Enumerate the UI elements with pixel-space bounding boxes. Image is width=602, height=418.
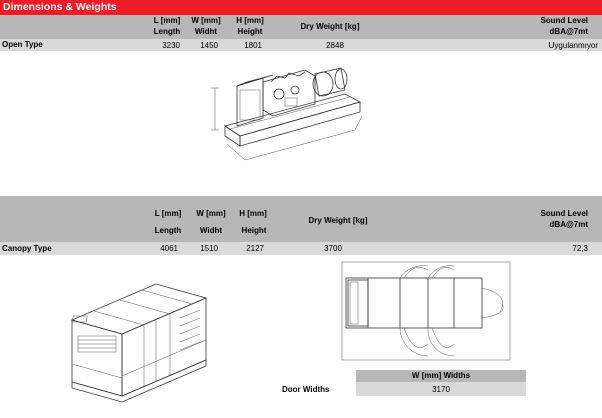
canopy-width-unit: W [mm] bbox=[196, 209, 226, 218]
open-type-label: Open Type bbox=[2, 40, 43, 49]
canopy-sound-value: 72,3 bbox=[572, 244, 588, 253]
open-length-unit: L [mm] bbox=[153, 16, 181, 25]
canopy-length-unit: L [mm] bbox=[154, 209, 182, 218]
open-height-value: 1801 bbox=[244, 41, 262, 50]
open-width-value: 1450 bbox=[200, 41, 218, 50]
open-weight-value: 2848 bbox=[326, 41, 344, 50]
open-length-value: 3230 bbox=[162, 41, 180, 50]
canopy-sound-header-1: Sound Level bbox=[540, 209, 588, 218]
canopy-dry-weight-header: Dry Weight [kg] bbox=[308, 216, 368, 225]
canopy-generator-drawing bbox=[60, 278, 220, 408]
canopy-type-row bbox=[0, 242, 602, 255]
canopy-length-name: Length bbox=[154, 226, 182, 235]
open-sound-value: Uygulanmıyor bbox=[548, 41, 598, 50]
section-title: Dimensions & Weights bbox=[3, 1, 117, 13]
door-widths-value: 3170 bbox=[432, 385, 450, 394]
canopy-width-value: 1510 bbox=[200, 244, 218, 253]
canopy-height-name: Height bbox=[241, 226, 267, 235]
canopy-length-value: 4061 bbox=[160, 244, 178, 253]
open-type-row bbox=[0, 39, 602, 51]
canopy-height-value: 2127 bbox=[246, 244, 264, 253]
canopy-top-view-drawing bbox=[340, 260, 525, 365]
open-generator-drawing bbox=[205, 60, 365, 180]
canopy-type-label: Canopy Type bbox=[2, 244, 52, 253]
open-width-name: Widht bbox=[194, 27, 218, 36]
open-sound-header-2: dBA@7mt bbox=[549, 27, 588, 36]
section-title-bar bbox=[0, 0, 602, 15]
open-width-unit: W [mm] bbox=[191, 16, 221, 25]
canopy-height-unit: H [mm] bbox=[239, 209, 267, 218]
canopy-sound-header-2: dBA@7mt bbox=[549, 220, 588, 229]
open-height-name: Height bbox=[237, 27, 263, 36]
canopy-width-name: Widht bbox=[199, 226, 223, 235]
open-length-name: Length bbox=[153, 27, 181, 36]
canopy-weight-value: 3700 bbox=[324, 244, 342, 253]
canopy-type-header bbox=[0, 196, 602, 242]
door-widths-header: W [mm] Widths bbox=[411, 371, 471, 380]
open-height-unit: H [mm] bbox=[236, 16, 264, 25]
door-widths-label: Door Widths bbox=[282, 385, 330, 394]
open-dry-weight-header: Dry Weight [kg] bbox=[300, 22, 360, 31]
open-sound-header-1: Sound Level bbox=[540, 16, 588, 25]
